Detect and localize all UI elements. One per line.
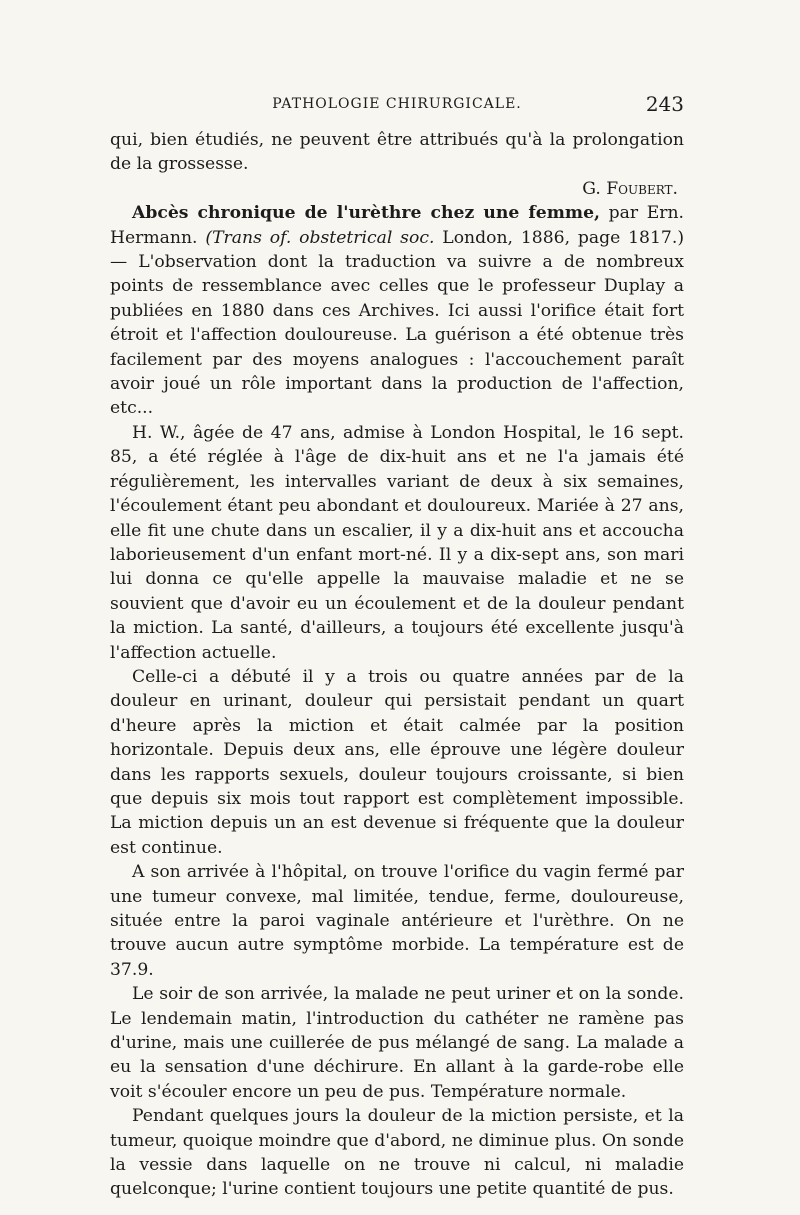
article-byline: par Ern. Hermann.	[110, 203, 684, 248]
continuation-paragraph: qui, bien étudiés, ne peuvent être attribués qu'à la prolongation de la grossesse.	[110, 130, 684, 175]
running-head: PATHOLOGIE CHIRURGICALE.	[272, 96, 522, 112]
body-paragraph-3: A son arrivée à l'hôpital, on trouve l'orifice du vagin fermé par une tumeur convexe, mal limitée, tendue, ferme, douloureuse, située entre la paroi vaginale antérieure et l'urèthre. On ne trouve aucun autre symptôme morbide. La température est de 37.9.	[110, 862, 684, 980]
page-body	[110, 128, 684, 1202]
page-number: 243	[645, 92, 684, 116]
article-intro-paragraph	[110, 201, 684, 421]
article-intro-text: London, 1886, page 1817.) — L'observation dont la traduction va suivre a de nombreux points de ressemblance avec celles que le professeur Duplay a publiées en 1880 dans ces Archives. Ici aussi l'orifice était fort étroit et l'affection douloureuse. La guérison a été obtenue très facilement par des moyens analogues : l'accouchement paraît avoir joué un rôle important dans la production de l'affection, etc...	[110, 227, 685, 419]
body-paragraph-1: H. W., âgée de 47 ans, admise à London Hospital, le 16 sept. 85, a été réglée à l'âge de dix-huit ans et ne l'a jamais été régulièrement, les intervalles variant de deux à six semaines, l'écoulement étant peu abondant et douloureux. Mariée à 27 ans, elle fit une chute dans un escalier, il y a dix-huit ans et accoucha laborieusement d'un enfant mort-né. Il y a dix-sept ans, son mari lui donna ce qu'elle appelle la mauvaise maladie et ne se souvient que d'avoir eu un écoulement et de la douleur pendant la miction. La santé, d'ailleurs, a toujours été excellente jusqu'à l'affection actuelle.	[110, 422, 684, 663]
page-header	[110, 92, 684, 118]
article-source: (Trans of. obstetrical soc.	[205, 227, 435, 248]
body-paragraph-5: Pendant quelques jours la douleur de la miction persiste, et la tumeur, quoique moindre que d'abord, ne diminue plus. On sonde la vessie dans laquelle on ne trouve ni calcul, ni maladie quelconque; l'urine contient toujours une petite quantité de pus.	[110, 1106, 684, 1200]
article-title: Abcès chronique de l'urèthre chez une femme,	[132, 203, 601, 224]
body-paragraph-2: Celle-ci a débuté il y a trois ou quatre années par de la douleur en urinant, douleur qui persistait pendant un quart d'heure après la miction et était calmée par la position horizontale. Depuis deux ans, elle éprouve une légère douleur dans les rapports sexuels, douleur toujours croissante, si bien que depuis six mois tout rapport est complètement impossible. La miction depuis un an est devenue si fréquente que la douleur est continue.	[110, 666, 684, 858]
body-paragraph-4: Le soir de son arrivée, la malade ne peut uriner et on la sonde. Le lendemain matin, l'introduction du cathéter ne ramène pas d'urine, mais une cuillerée de pus mélangé de sang. La malade a eu la sensation d'une déchirure. En allant à la garde-robe elle voit s'écouler encore un peu de pus. Température normale.	[110, 984, 684, 1102]
signature-text: G. Foubert.	[582, 178, 678, 199]
author-signature	[110, 177, 684, 201]
